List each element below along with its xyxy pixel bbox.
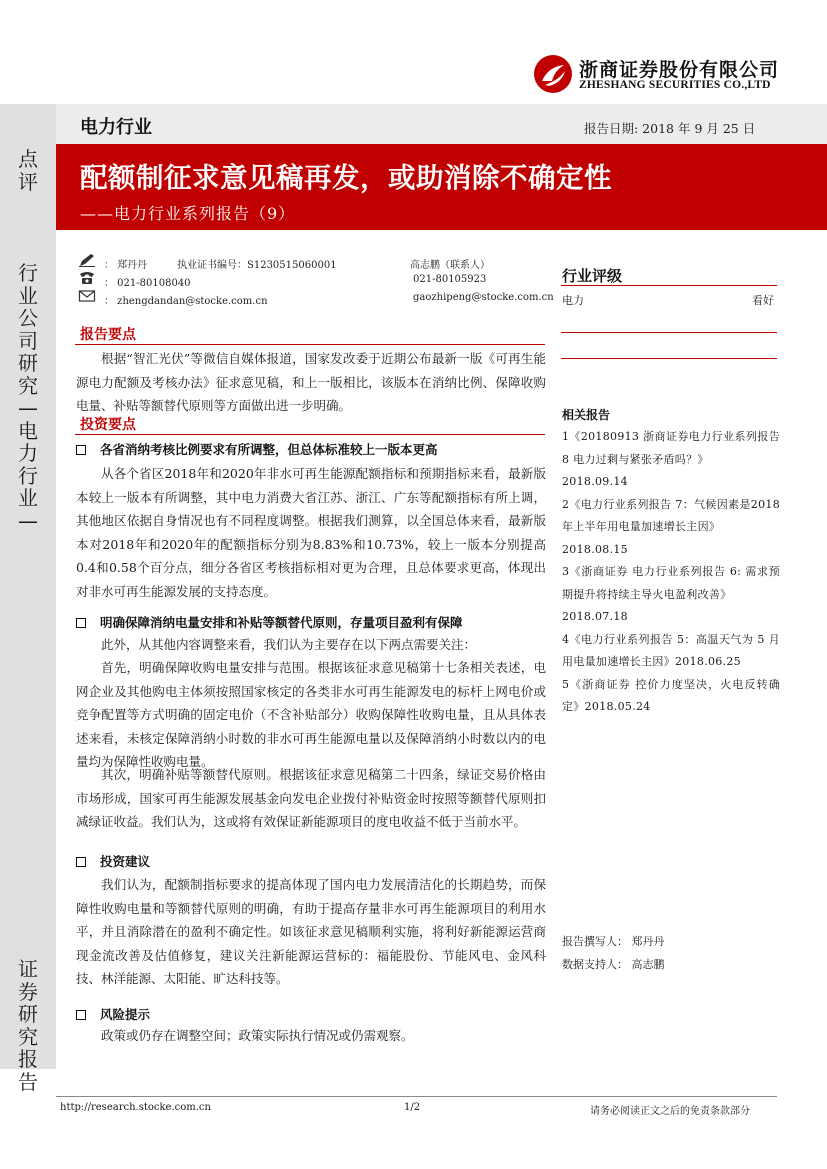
- sidebar-category: 点 评: [18, 147, 38, 194]
- sidebar-footer-label: 证 券 研 究 报 告: [18, 957, 38, 1094]
- analyst-email[interactable]: ： zhengdandan@stocke.com.cn: [104, 296, 268, 307]
- zheshang-logo-icon: [533, 54, 573, 94]
- checkbox-bullet-icon: [76, 1010, 86, 1020]
- report-date: 报告日期: 2018 年 9 月 25 日: [584, 121, 756, 136]
- related-report-item[interactable]: 3《浙商证券 电力行业系列报告 6: 需求预期提升将持续主导火电盈利改善》: [562, 565, 780, 601]
- related-reports-list: [562, 426, 780, 719]
- pen-icon: [78, 253, 96, 267]
- data-supporter: 数据支持人： 高志鹏: [562, 958, 665, 971]
- footer-disclaimer: 请务必阅读正文之后的免责条款部分: [590, 1106, 750, 1117]
- analyst-license: 执业证书编号：S1230515060001: [177, 260, 337, 271]
- related-report-item[interactable]: 2《电力行业系列报告 7：气候因素是2018 年上半年用电量加速增长主因》: [562, 497, 780, 533]
- report-title: 配额制征求意见稿再发，或助消除不确定性: [80, 162, 612, 194]
- point-2-paragraph-3: 其次，明确补贴等额替代原则。根据该征求意见稿第二十四条，绿证交易价格由市场形成，国家可再生能源发展基金向发电企业拨付补贴资金时按照等额替代原则扣减绿证收益。我们认为，这或将有效保证新能源项目的度电收益不低于当前水平。: [76, 767, 546, 829]
- related-report-date: 2018.08.15: [562, 542, 628, 556]
- sidebar-report-type: 行 业 公 司 研 究 — 电 力 行 业 —: [18, 261, 38, 533]
- footer-url[interactable]: http://research.stocke.com.cn: [60, 1102, 211, 1113]
- company-name-en: ZHESHANG SECURITIES CO.,LTD: [579, 79, 771, 91]
- point-2-paragraph-2: 首先，明确保障收购电量安排与范围。根据该征求意见稿第十七条相关表述，电网企业及其他购电主体须按照国家核定的各类非水可再生能源发电的标杆上网电价或竞争配置等方式明确的固定电价（不含补贴部分）收购保障性收购电量，且从具体表述来看，未核定保障消纳小时数的非水可再生能源电量以及保障消纳小时数以内的电量均为保障性收购电量。: [76, 660, 546, 769]
- section-divider: [75, 434, 545, 435]
- phone-icon: [78, 271, 96, 285]
- point-2-title: 明确保障消纳电量安排和补贴等额替代原则，存量项目盈利有保障: [76, 613, 463, 631]
- mail-icon: [78, 289, 96, 303]
- left-sidebar: [0, 104, 56, 1069]
- footer-divider: [56, 1096, 777, 1097]
- related-report-date: 2018.09.14: [562, 475, 628, 488]
- point-4-paragraph: 政策或仍存在调整空间；政策实际执行情况或仍需观察。: [101, 1028, 414, 1043]
- industry-name: 电力行业: [80, 117, 152, 138]
- rating-value: 看好: [752, 294, 774, 307]
- related-report-item[interactable]: 1《20180913 浙商证券电力行业系列报告 8 电力过剩与紧张矛盾吗？》: [562, 430, 780, 466]
- analyst-name: ： 郑丹丹: [104, 260, 148, 271]
- page-number: 1/2: [404, 1102, 421, 1113]
- related-report-date: 2018.07.18: [562, 610, 628, 623]
- rating-divider: [561, 358, 777, 359]
- point-4-title: 风险提示: [76, 1005, 150, 1023]
- related-report-item[interactable]: 5《浙商证券 控价力度坚决，火电反转确定》2018.05.24: [562, 677, 780, 713]
- point-1-paragraph: 从各个省区2018年和2020年非水可再生能源配额指标和预期指标来看，最新版本较上一版本有所调整，其中电力消费大省江苏、浙江、广东等配额指标有所上调，其他地区依据自身情况也有不同程度调整。根据我们测算，以全国总体来看，最新版本对2018年和2020年的配额指标分别为8.83%和10.73%，较上一版本分别提高0.4和0.58个百分点，细分各省区考核指标相对更为合理，且总体要求更高，体现出对非水可再生能源发展的支持态度。: [76, 466, 546, 599]
- rating-divider: [561, 285, 777, 286]
- checkbox-bullet-icon: [76, 445, 86, 455]
- point-3-title: 投资建议: [76, 852, 150, 870]
- company-name-cn: 浙商证券股份有限公司: [579, 59, 780, 81]
- summary-heading: 报告要点: [80, 327, 136, 343]
- investment-heading: 投资要点: [80, 417, 136, 433]
- rating-title: 行业评级: [562, 267, 623, 285]
- checkbox-bullet-icon: [76, 857, 86, 867]
- contact-email[interactable]: gaozhipeng@stocke.com.cn: [413, 292, 554, 303]
- point-3-paragraph: 我们认为，配额制指标要求的提高体现了国内电力发展清洁化的长期趋势，而保障性收购电量和等额替代原则的明确，有助于提高存量非水可再生能源项目的利用水平，并且消除潜在的盈利不确定性。如该征求意见稿顺利实施，将利好新能源运营商现金流改善及估值修复，建议关注新能源运营标的：福能股份、节能风电、金风科技、林洋能源、太阳能、旷达科技等。: [76, 877, 546, 986]
- related-reports-heading: 相关报告: [562, 408, 611, 422]
- report-writer: 报告撰写人： 郑丹丹: [562, 935, 665, 948]
- rating-divider: [561, 332, 777, 333]
- company-logo: [533, 52, 780, 96]
- checkbox-bullet-icon: [76, 618, 86, 628]
- summary-text: 根据“智汇光伏”等微信自媒体报道，国家发改委于近期公布最新一版《可再生能源电力配额及考核办法》征求意见稿，和上一版相比，该版本在消纳比例、保障收购电量、补贴等额替代原则等方面做出进一步明确。: [76, 351, 546, 413]
- section-divider: [75, 344, 545, 345]
- contact-phone: 021-80105923: [413, 274, 487, 285]
- contact-name: 高志鹏（联系人）: [410, 260, 490, 271]
- report-subtitle: ——电力行业系列报告（9）: [80, 204, 296, 223]
- point-2-paragraph-1: 此外，从其他内容调整来看，我们认为主要存在以下两点需要关注：: [101, 637, 477, 652]
- rating-sector: 电力: [562, 294, 584, 307]
- related-report-item[interactable]: 4《电力行业系列报告 5：高温天气为 5 月用电量加速增长主因》2018.06.25: [562, 632, 780, 668]
- analyst-phone: ： 021-80108040: [104, 278, 191, 289]
- point-1-title: 各省消纳考核比例要求有所调整，但总体标准较上一版本更高: [76, 440, 438, 458]
